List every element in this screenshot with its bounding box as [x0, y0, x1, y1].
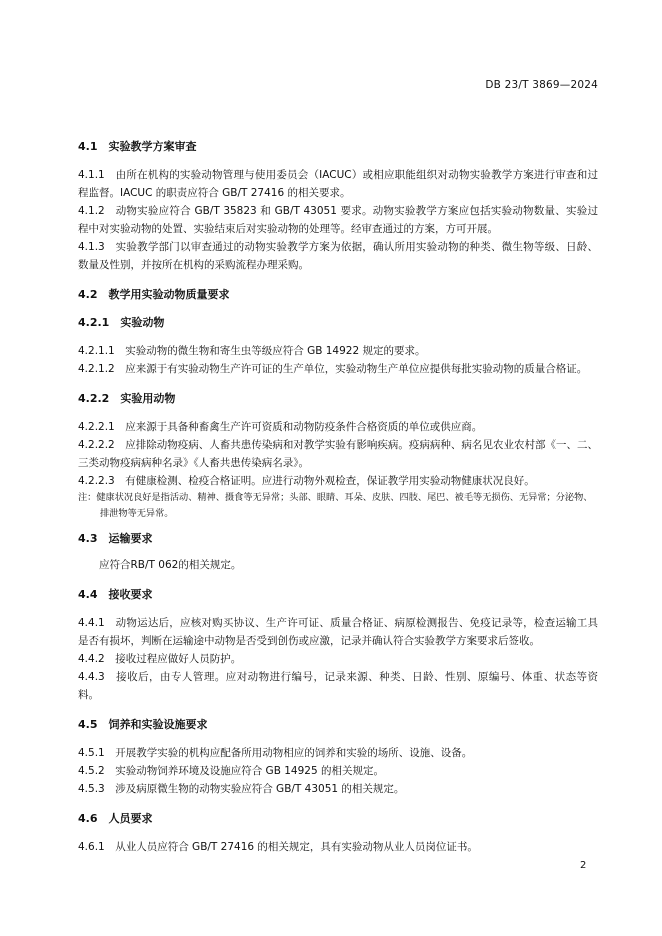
clause-paragraph: 4.5.1 开展教学实验的机构应配备所用动物相应的饲养和实验的场所、设施、设备。 — [78, 747, 473, 759]
clause-paragraph: 4.4.1 动物运达后，应核对购买协议、生产许可证、质量合格证、病原检测报告、免疫记录等，检查运输工具是否有损坏，判断在运输途中动物是否受到创伤或应激，记录并确认符合实验教学方案要求后签收。 — [78, 617, 598, 647]
clause-paragraph: 4.2.1.2 应来源于有实验动物生产许可证的生产单位，实验动物生产单位应提供每批实验动物的质量合格证。 — [78, 363, 588, 375]
section-heading: 4.1 实验教学方案审查 — [78, 140, 197, 153]
clause-paragraph: 4.6.1 从业人员应符合 GB/T 27416 的相关规定，具有实验动物从业人员岗位证书。 — [78, 841, 478, 853]
page-header: DB 23/T 3869—2024 — [485, 79, 598, 91]
clause-paragraph: 4.1.3 实验教学部门以审查通过的动物实验教学方案为依据，确认所用实验动物的种类、微生物等级、日龄、数量及性别，并按所在机构的采购流程办理采购。 — [78, 241, 598, 271]
note-paragraph: 注：健康状况良好是指活动、精神、摄食等无异常；头部、眼睛、耳朵、皮肤、四肢、尾巴、被毛等无损伤、无异常；分泌物、排泄物等无异常。 — [78, 492, 593, 519]
section-heading: 4.2 教学用实验动物质量要求 — [78, 288, 230, 301]
clause-paragraph: 4.5.3 涉及病原微生物的动物实验应符合 GB/T 43051 的相关规定。 — [78, 783, 405, 795]
clause-paragraph: 4.4.3 接收后，由专人管理。应对动物进行编号，记录来源、种类、日龄、性别、原编号、体重、状态等资料。 — [78, 671, 598, 701]
clause-paragraph: 4.2.2.2 应排除动物疫病、人畜共患传染病和对教学实验有影响疾病。疫病病种、病名见农业农村部《一、二、三类动物疫病病种名录》《人畜共患传染病名录》。 — [78, 439, 598, 469]
clause-paragraph: 4.1.2 动物实验应符合 GB/T 35823 和 GB/T 43051 要求。动物实验教学方案应包括实验动物数量、实验过程中对实验动物的处置、实验结束后对实验动物的处理等。经审查通过的方案，方可开展。 — [78, 205, 598, 235]
clause-paragraph: 应符合RB/T 062的相关规定。 — [99, 559, 242, 571]
section-heading: 4.2.2 实验用动物 — [78, 392, 176, 405]
document-body — [78, 130, 598, 856]
clause-paragraph: 4.2.2.3 有健康检测、检疫合格证明。应进行动物外观检查，保证教学用实验动物健康状况良好。 — [78, 475, 535, 487]
clause-paragraph: 4.4.2 接收过程应做好人员防护。 — [78, 653, 242, 665]
clause-paragraph: 4.1.1 由所在机构的实验动物管理与使用委员会（IACUC）或相应职能组织对动物实验教学方案进行审查和过程监督。IACUC 的职责应符合 GB/T 27416 的相关要求。 — [78, 169, 598, 199]
section-heading: 4.3 运输要求 — [78, 532, 153, 545]
clause-paragraph: 4.5.2 实验动物饲养环境及设施应符合 GB 14925 的相关规定。 — [78, 765, 384, 777]
clause-paragraph: 4.2.1.1 实验动物的微生物和寄生虫等级应符合 GB 14922 规定的要求。 — [78, 345, 426, 357]
clause-paragraph: 4.2.2.1 应来源于具备种畜禽生产许可资质和动物防疫条件合格资质的单位或供应商。 — [78, 421, 483, 433]
section-heading: 4.4 接收要求 — [78, 588, 153, 601]
section-heading: 4.6 人员要求 — [78, 812, 153, 825]
section-heading: 4.5 饲养和实验设施要求 — [78, 718, 208, 731]
page-number: 2 — [580, 860, 587, 871]
section-heading: 4.2.1 实验动物 — [78, 316, 165, 329]
